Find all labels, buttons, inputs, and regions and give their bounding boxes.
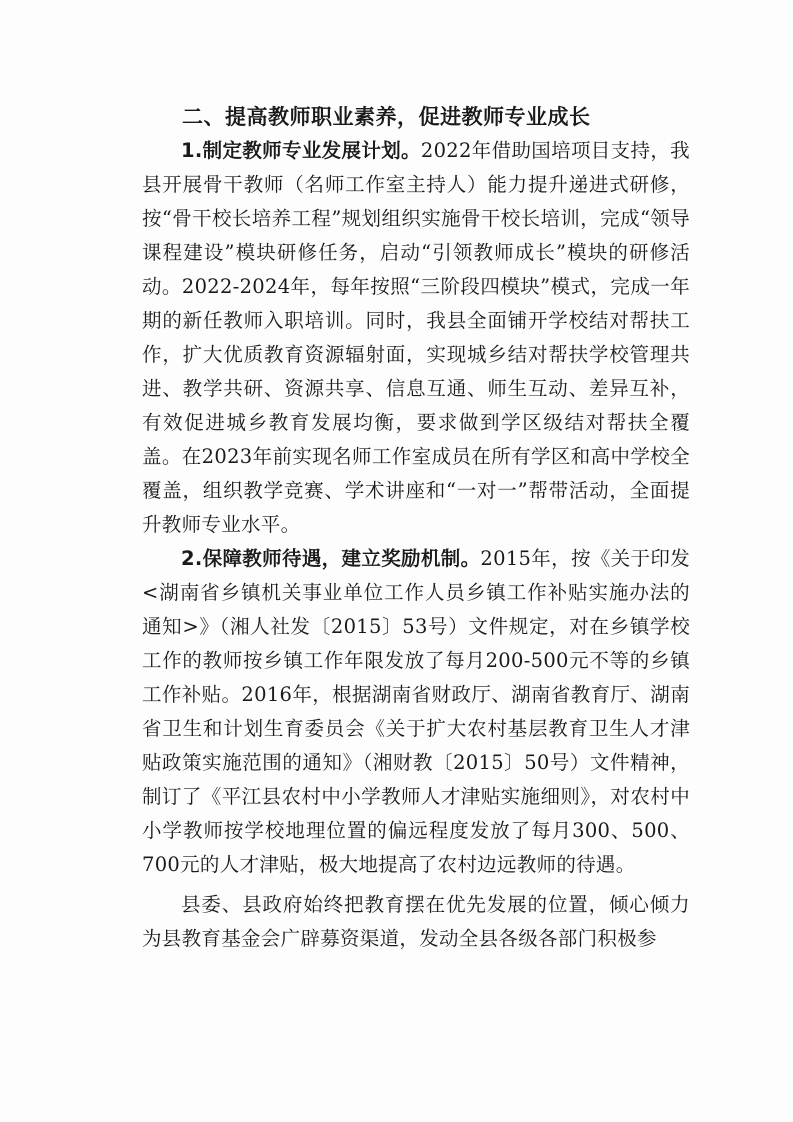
document-body bbox=[142, 100, 690, 956]
paragraph-body-text: 2022年借助国培项目支持，我县开展骨干教师（名师工作室主持人）能力提升递进式研修，按“骨干校长培养工程”规划组织实施骨干校长培训，完成“领导课程建设”模块研修任务，启动“引领教师成长”模块的研修活动。2022-2024年，每年按照“三阶段四模块”模式，完成一年期的新任教师入职培训。同时，我县全面铺开学校结对帮扶工作，扩大优质教育资源辐射面，实现城乡结对帮扶学校管理共进、教学共研、资源共享、信息互通、师生互动、差异互补，有效促进城乡教育发展均衡，要求做到学区级结对帮扶全覆盖。在2023年前实现名师工作室成员在所有学区和高中学校全覆盖，组织教学竞赛、学术讲座和“一对一”帮带活动，全面提升教师专业水平。 bbox=[142, 139, 690, 536]
paragraph-teacher-treatment bbox=[142, 542, 690, 882]
paragraph-lead-heading: 2.保障教师待遇，建立奖励机制。 bbox=[181, 547, 481, 570]
paragraph-education-fund bbox=[142, 888, 690, 956]
paragraph-body-text: 2015年，按《关于印发<湖南省乡镇机关事业单位工作人员乡镇工作补贴实施办法的通知>》（湘人社发〔2015〕53号）文件规定，对在乡镇学校工作的教师按乡镇工作年限发放了每月200-500元不等的乡镇工作补贴。2016年，根据湖南省财政厅、湖南省教育厅、湖南省卫生和计划生育委员会《关于扩大农村基层教育卫生人才津贴政策实施范围的通知》（湘财教〔2015〕50号）文件精神，制订了《平江县农村中小学教师人才津贴实施细则》，对农村中小学教师按学校地理位置的偏远程度发放了每月300、500、700元的人才津贴，极大地提高了农村边远教师的待遇。 bbox=[142, 547, 690, 876]
paragraph-body-text: 县委、县政府始终把教育摆在优先发展的位置，倾心倾力为县教育基金会广辟募资渠道，发动全县各级各部门积极参 bbox=[142, 893, 690, 950]
paragraph-teacher-development-plan bbox=[142, 134, 690, 542]
paragraph-lead-heading: 1.制定教师专业发展计划。 bbox=[181, 139, 421, 162]
section-heading: 二、提高教师职业素养，促进教师专业成长 bbox=[182, 105, 591, 129]
